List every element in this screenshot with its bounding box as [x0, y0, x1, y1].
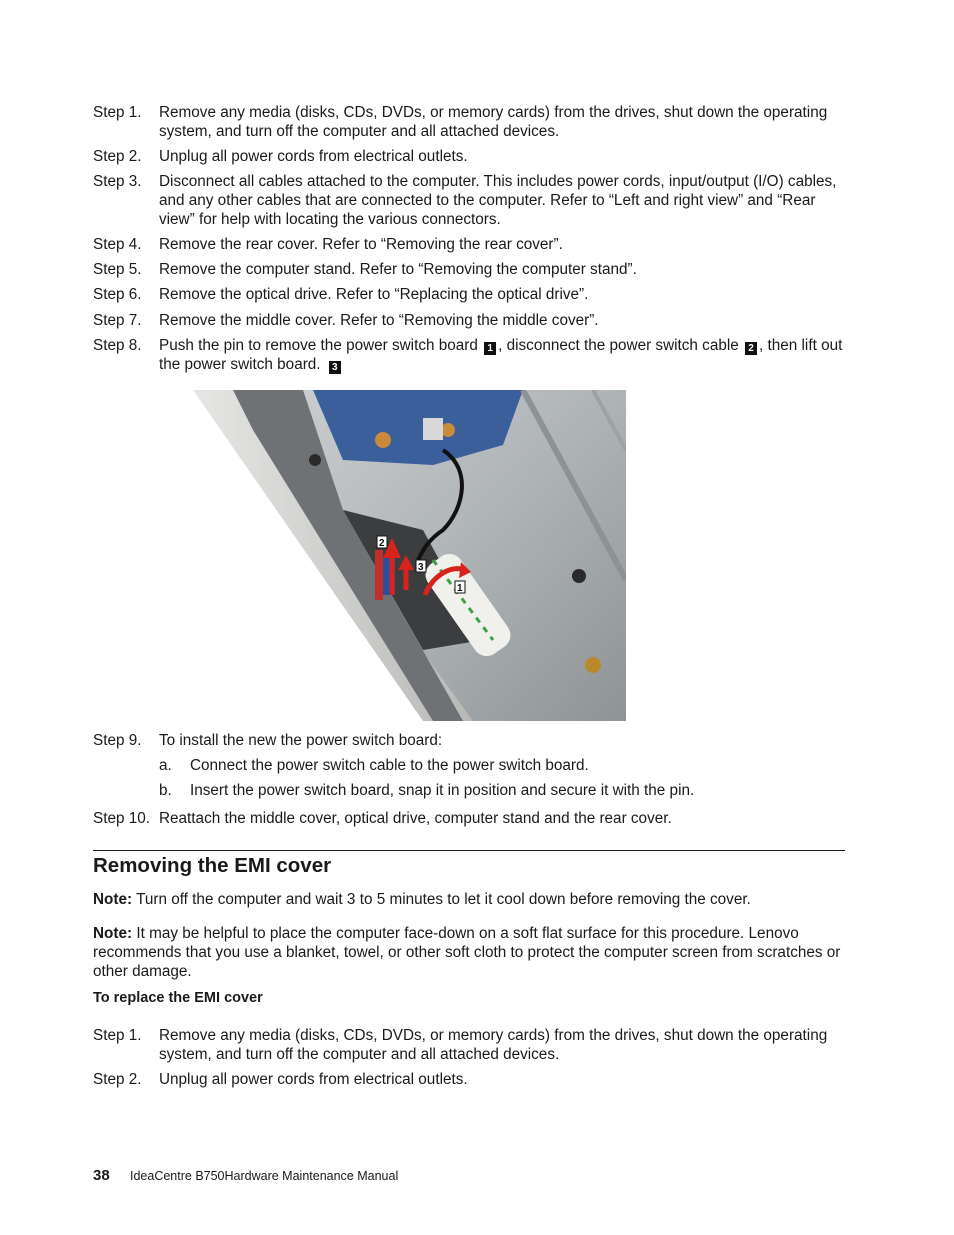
step-label: Step 10.	[93, 810, 150, 827]
step-label: Step 7.	[93, 312, 142, 329]
note-1	[93, 890, 845, 909]
step-8-text-part: , disconnect the power switch cable	[498, 337, 739, 354]
note-label: Note:	[93, 891, 133, 908]
step-label: Step 1.	[93, 1027, 142, 1044]
power-switch-board-photo	[193, 390, 626, 721]
substep-label: a.	[159, 757, 172, 774]
note-text: Turn off the computer and wait 3 to 5 minutes to let it cool down before removing the cover.	[132, 891, 751, 908]
step-text: Unplug all power cords from electrical outlets.	[159, 1071, 468, 1088]
callout-badge-2: 2	[745, 342, 757, 355]
substep-text: Connect the power switch cable to the power switch board.	[190, 757, 589, 774]
step-label: Step 2.	[93, 1071, 142, 1088]
figure-callout-1: 1	[457, 583, 463, 594]
page-number: 38	[93, 1167, 110, 1184]
substep-label: b.	[159, 782, 172, 799]
step-label: Step 6.	[93, 286, 142, 303]
step-label: Step 4.	[93, 236, 142, 253]
step-label: Step 2.	[93, 148, 142, 165]
step-label: Step 8.	[93, 337, 142, 354]
step-label: Step 5.	[93, 261, 142, 278]
figure-callout-3: 3	[418, 562, 424, 573]
footer-manual-title: IdeaCentre B750Hardware Maintenance Manual	[130, 1169, 399, 1183]
step-8-text-part: Push the pin to remove the power switch board	[159, 337, 478, 354]
section-divider	[93, 850, 845, 851]
callout-badge-1: 1	[484, 342, 496, 355]
step-text: Remove any media (disks, CDs, DVDs, or memory cards) from the drives, shut down the operating system, and turn off the computer and all attached devices.	[159, 104, 828, 140]
photo-illustration	[193, 390, 626, 721]
step-label: Step 9.	[93, 732, 142, 749]
step-text: Unplug all power cords from electrical outlets.	[159, 148, 468, 165]
note-label: Note:	[93, 925, 133, 942]
note-2	[93, 924, 845, 981]
step-text: To install the new the power switch board:	[159, 732, 443, 749]
substep-text: Insert the power switch board, snap it in position and secure it with the pin.	[190, 782, 695, 799]
callout-badge-3: 3	[329, 361, 341, 374]
step-text: Remove the optical drive. Refer to “Replacing the optical drive”.	[159, 286, 589, 303]
step-text: Remove the rear cover. Refer to “Removing the rear cover”.	[159, 236, 563, 253]
step-8-text-part: , then lift out the power switch board.	[159, 337, 843, 373]
step-label: Step 3.	[93, 173, 142, 190]
procedure-heading: To replace the EMI cover	[93, 990, 263, 1006]
step-text	[159, 336, 845, 374]
figure-callout-2: 2	[379, 538, 385, 549]
section-title: Removing the EMI cover	[93, 854, 332, 877]
step-text: Reattach the middle cover, optical drive, computer stand and the rear cover.	[159, 810, 672, 827]
step-text: Remove the computer stand. Refer to “Removing the computer stand”.	[159, 261, 637, 278]
step-label: Step 1.	[93, 104, 142, 121]
step-text: Remove any media (disks, CDs, DVDs, or memory cards) from the drives, shut down the operating system, and turn off the computer and all attached devices.	[159, 1027, 828, 1063]
step-text: Disconnect all cables attached to the computer. This includes power cords, input/output (I/O) cables, and any other cables that are connected to the computer. Refer to “Left and right view” and “Rear view” for help with locating the various connectors.	[159, 173, 837, 228]
note-text: It may be helpful to place the computer face-down on a soft flat surface for this procedure. Lenovo recommends that you use a blanket, towel, or other soft cloth to protect the computer screen from scratches or other damage.	[93, 925, 841, 980]
step-text: Remove the middle cover. Refer to “Removing the middle cover”.	[159, 312, 599, 329]
